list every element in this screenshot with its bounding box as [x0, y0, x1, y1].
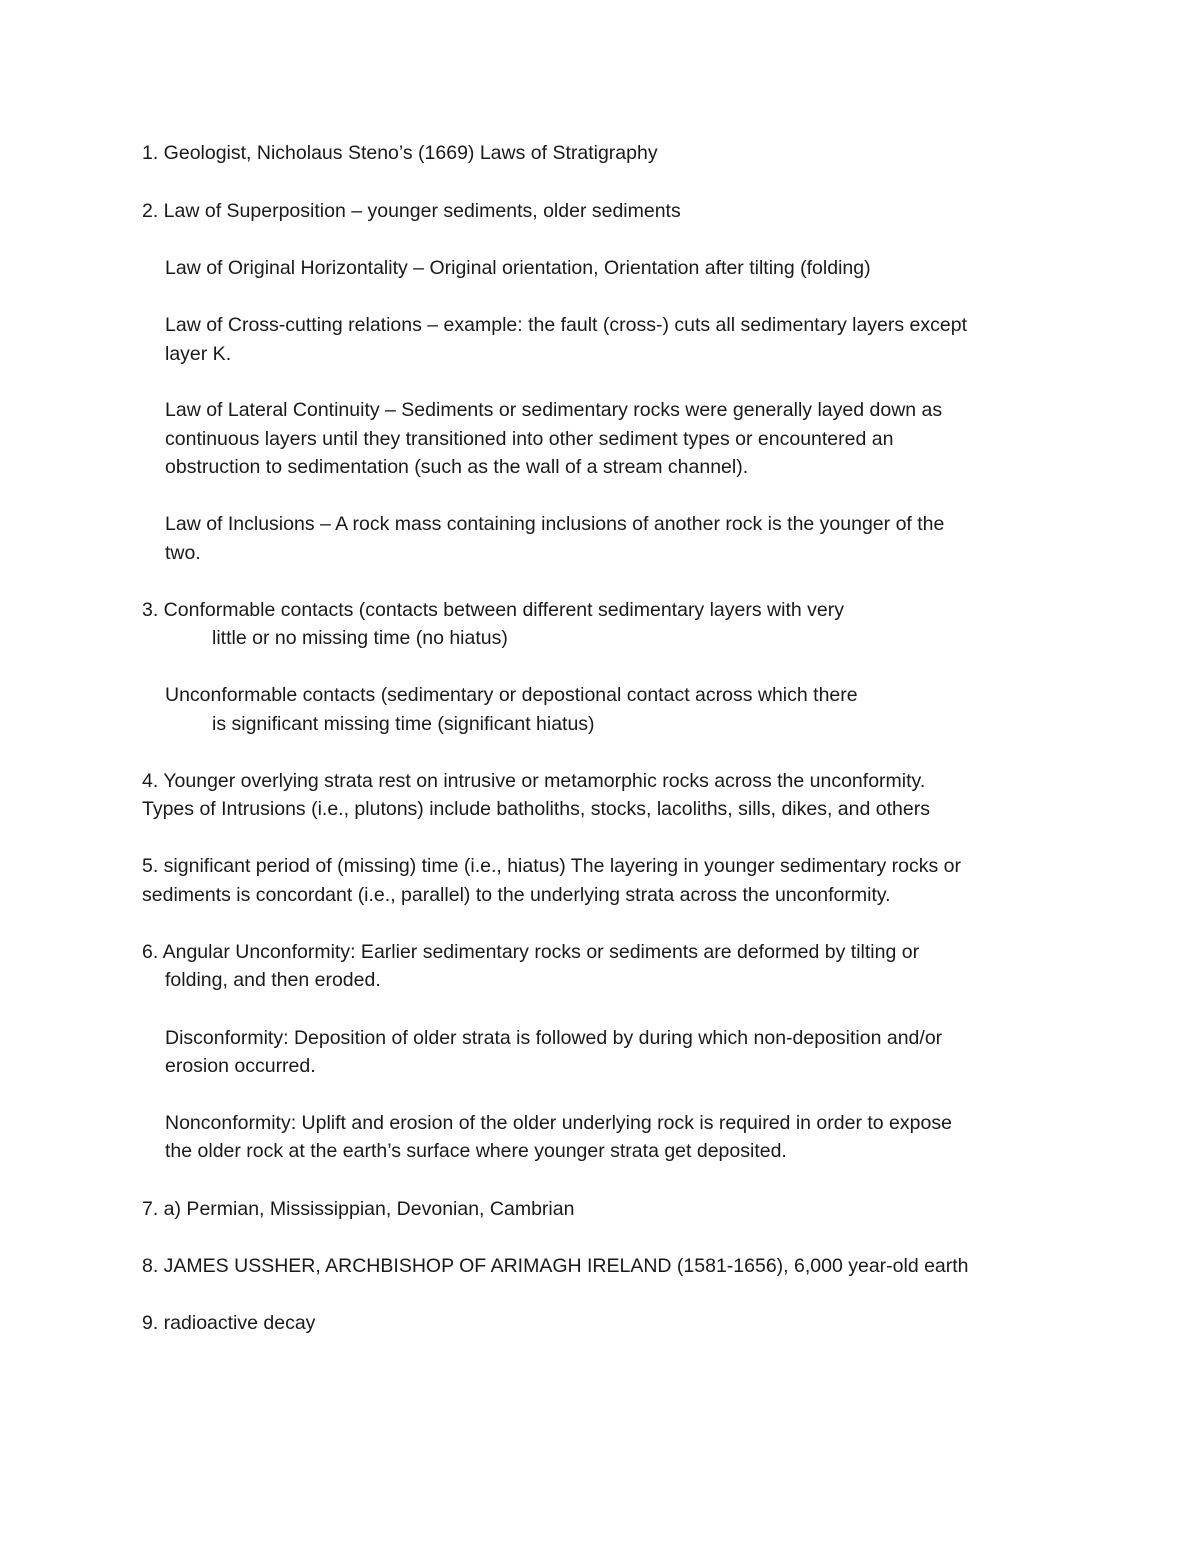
item-1-heading: 1. Geologist, Nicholaus Steno’s (1669) Laws of Stratigraphy	[142, 142, 658, 164]
item-4-line-2: Types of Intrusions (i.e., plutons) include batholiths, stocks, lacoliths, sills, dikes, and others	[142, 798, 930, 820]
disconformity-line-1: Disconformity: Deposition of older strata is followed by during which non-deposition and/or	[165, 1027, 943, 1049]
nonconformity-line-1: Nonconformity: Uplift and erosion of the older underlying rock is required in order to expose	[165, 1112, 952, 1134]
nonconformity-line-2: the older rock at the earth’s surface where younger strata get deposited.	[165, 1140, 787, 1162]
item-2-superposition: 2. Law of Superposition – younger sediments, older sediments	[142, 200, 681, 222]
item-8: 8. JAMES USSHER, ARCHBISHOP OF ARIMAGH IRELAND (1581-1656), 6,000 year-old earth	[142, 1255, 969, 1277]
item-6-angular-line-1: 6. Angular Unconformity: Earlier sedimentary rocks or sediments are deformed by tilting or	[142, 941, 920, 963]
law-lateral-continuity-line-3: obstruction to sedimentation (such as the wall of a stream channel).	[165, 456, 749, 478]
law-cross-cutting-line-2: layer K.	[165, 343, 232, 365]
item-7: 7. a) Permian, Mississippian, Devonian, Cambrian	[142, 1198, 575, 1220]
item-6-angular-line-2: folding, and then eroded.	[165, 969, 381, 991]
law-inclusions-line-2: two.	[165, 542, 201, 564]
item-4-line-1: 4. Younger overlying strata rest on intrusive or metamorphic rocks across the unconformity.	[142, 770, 926, 792]
unconformable-contacts-line-2: is significant missing time (significant hiatus)	[212, 713, 595, 735]
item-9: 9. radioactive decay	[142, 1312, 316, 1334]
disconformity-line-2: erosion occurred.	[165, 1055, 316, 1077]
law-original-horizontality: Law of Original Horizontality – Original orientation, Orientation after tilting (folding)	[165, 257, 871, 279]
law-lateral-continuity-line-2: continuous layers until they transitioned into other sediment types or encountered an	[165, 428, 894, 450]
item-5-line-2: sediments is concordant (i.e., parallel) to the underlying strata across the unconformity.	[142, 884, 891, 906]
unconformable-contacts-line-1: Unconformable contacts (sedimentary or depostional contact across which there	[165, 684, 858, 706]
item-3-conformable-line-1: 3. Conformable contacts (contacts between different sedimentary layers with very	[142, 599, 844, 621]
item-5-line-1: 5. significant period of (missing) time (i.e., hiatus) The layering in younger sedimentary rocks or	[142, 855, 961, 877]
law-lateral-continuity-line-1: Law of Lateral Continuity – Sediments or sedimentary rocks were generally layed down as	[165, 399, 943, 421]
law-inclusions-line-1: Law of Inclusions – A rock mass containing inclusions of another rock is the younger of the	[165, 513, 945, 535]
law-cross-cutting-line-1: Law of Cross-cutting relations – example: the fault (cross-) cuts all sedimentary layers except	[165, 314, 967, 336]
item-3-conformable-line-2: little or no missing time (no hiatus)	[212, 627, 508, 649]
